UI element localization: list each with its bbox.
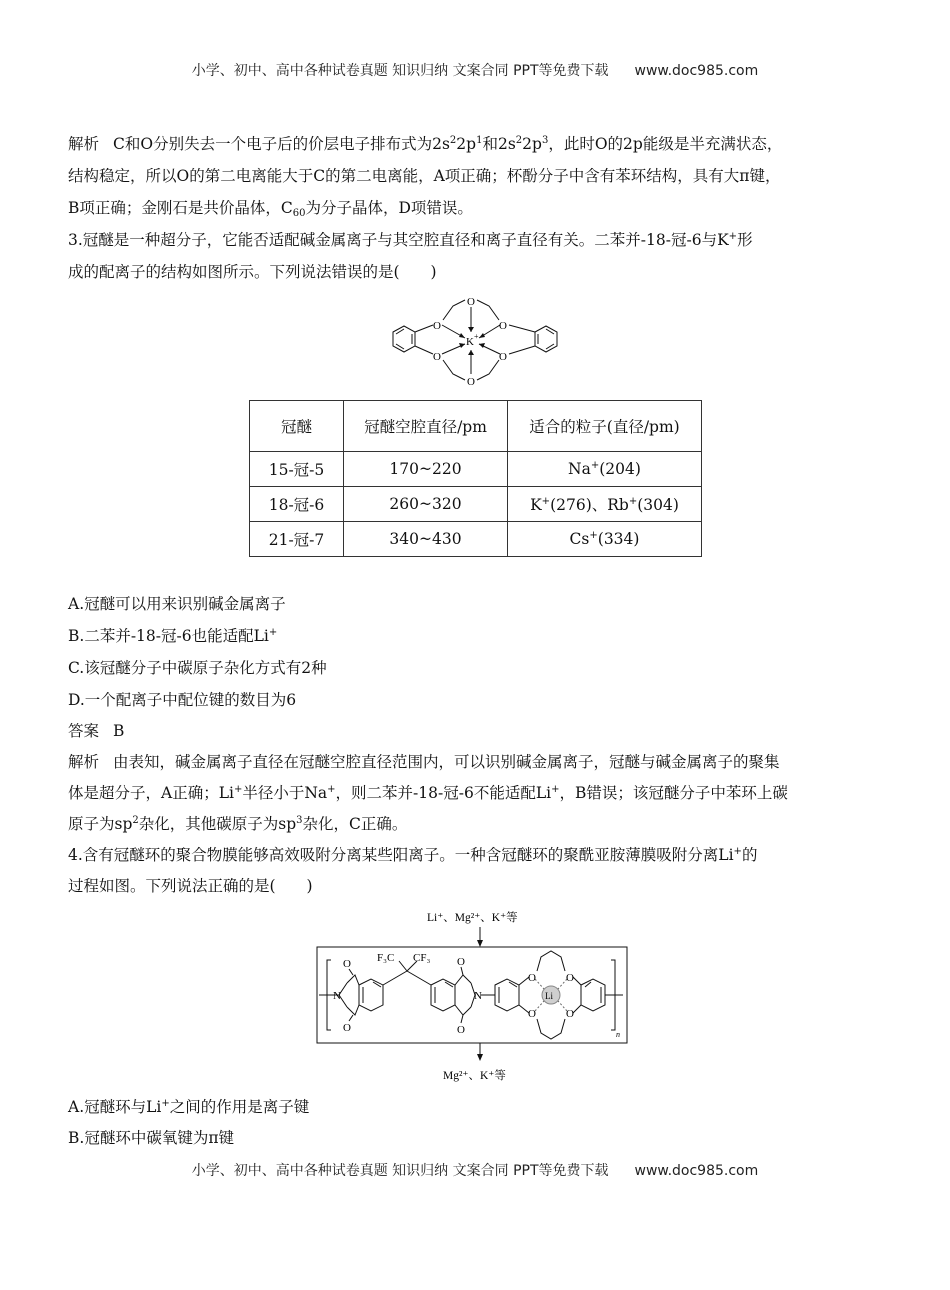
oxygen-atom: O [566, 972, 574, 984]
q3-exp-line-2 [68, 778, 883, 809]
input-ions-label: Li⁺、Mg²⁺、K⁺等 [427, 912, 518, 924]
exp-text: 原子为sp [68, 815, 133, 833]
sup: + [589, 530, 598, 541]
option-b: B.冠醚环中碳氧键为π键 [68, 1129, 235, 1147]
sup: + [728, 231, 738, 242]
q2-line-3 [68, 192, 883, 224]
q3-text: 形 [737, 231, 753, 249]
q4-stem-line-2: 过程如图。下列说法正确的是( ) [68, 877, 313, 895]
table-cell [508, 487, 702, 522]
table-cell: 340~430 [344, 522, 508, 557]
exp-text: 杂化，其他碳原子为sp [138, 815, 297, 833]
crown-ether-k-figure [385, 292, 565, 392]
exp-text: ，B错误；该冠醚分子中苯环上碳 [559, 784, 788, 802]
option-text: A.冠醚环与Li [68, 1098, 162, 1116]
table-row [250, 487, 702, 522]
exp-text: 半径小于Na [242, 784, 328, 802]
q3-text: 3.冠醚是一种超分子，它能否适配碱金属离子与其空腔直径和离子直径有关。二苯并-18-冠-6与K [68, 231, 729, 249]
exp-text: 体是超分子，A正确；Li [68, 784, 234, 802]
exp-text: 由表知，碱金属离子直径在冠醚空腔直径范围内，可以识别碱金属离子，冠醚与碱金属离子的聚集 [113, 753, 780, 771]
q3-answer-block [68, 716, 883, 902]
ion-diameter: (304) [637, 496, 679, 514]
q3-exp-line-1 [68, 747, 883, 778]
table-header-cell: 冠醚空腔直径/pm [344, 401, 508, 452]
q2-text: C和O分别失去一个电子后的价层电子排布式为2s [113, 135, 450, 153]
trifluoromethyl-label: CF₃ [413, 952, 431, 964]
output-ions-label: Mg²⁺、K⁺等 [443, 1070, 506, 1082]
explanation-label: 解析 [68, 753, 100, 771]
sup: 1 [476, 135, 483, 146]
q3-stem-line-2: 成的配离子的结构如图所示。下列说法错误的是( ) [68, 263, 437, 281]
q4-stem-line-1 [68, 840, 883, 871]
q2-explanation-label: 解析 [68, 135, 100, 153]
option-c: C.该冠醚分子中碳原子杂化方式有2种 [68, 659, 327, 677]
repeat-unit-n: n [616, 1030, 620, 1039]
sub: 60 [292, 208, 306, 219]
exp-text: ，则二苯并-18-冠-6不能适配Li [335, 784, 552, 802]
q3-options [68, 588, 883, 716]
ion-diameter: (204) [599, 460, 641, 478]
sup: + [590, 460, 600, 471]
table-cell: 21-冠-7 [250, 522, 344, 557]
oxygen-atom: O [457, 956, 465, 968]
sup: + [327, 784, 336, 795]
sup: + [161, 1098, 170, 1109]
table-cell: 18-冠-6 [250, 487, 344, 522]
q2-text: B项正确；金刚石是共价晶体，C [68, 199, 293, 217]
footer-url[interactable]: www.doc985.com [634, 1163, 759, 1179]
exp-text: 杂化，C正确。 [302, 815, 408, 833]
q2-text: 和2s [482, 135, 516, 153]
oxygen-atom: O [343, 1022, 351, 1034]
sup: 2 [449, 135, 457, 146]
table-cell: 260~320 [344, 487, 508, 522]
q4-text: 的 [741, 846, 758, 864]
sup: + [268, 627, 278, 638]
nitrogen-atom: N [333, 990, 341, 1002]
option-d: D.一个配离子中配位键的数目为6 [68, 691, 297, 709]
q3-exp-line-3 [68, 809, 883, 840]
sup: 2 [132, 815, 139, 826]
page-footer [0, 1160, 950, 1180]
oxygen-atom: O [343, 958, 351, 970]
sup: 2 [515, 135, 523, 146]
crown-ether-table [249, 400, 702, 557]
header-url[interactable]: www.doc985.com [634, 63, 759, 79]
q4-text: 4.含有冠醚环的聚合物膜能够高效吸附分离某些阳离子。一种含冠醚环的聚酰亚胺薄膜吸附分离Li [68, 846, 734, 864]
sup: 3 [296, 815, 303, 826]
oxygen-atom: O [528, 972, 536, 984]
sup: + [551, 784, 560, 795]
page-header [0, 60, 950, 80]
footer-text: 小学、初中、高中各种试卷真题 知识归纳 文案合同 PPT等免费下载 [191, 1163, 609, 1179]
option-b [68, 620, 883, 652]
oxygen-atom: O [499, 351, 507, 363]
ion: Cs [569, 530, 590, 548]
oxygen-atom: O [433, 351, 441, 363]
table-cell: 170~220 [344, 452, 508, 487]
oxygen-atom: O [433, 320, 441, 332]
oxygen-atom: O [457, 1024, 465, 1036]
q2-text: 为分子晶体，D项错误。 [305, 199, 473, 217]
oxygen-atom: O [467, 296, 475, 308]
table-cell: 15-冠-5 [250, 452, 344, 487]
q2-text: ，此时O的2p能级是半充满状态， [548, 135, 783, 153]
q2-explanation [68, 128, 883, 288]
ion-diameter: (276)、Rb [550, 496, 629, 514]
q2-line-2: 结构稳定，所以O的第二电离能大于C的第二电离能，A项正确；杯酚分子中含有苯环结构，具有大π键， [68, 167, 781, 185]
trifluoromethyl-label: F₃C [377, 952, 395, 964]
oxygen-atom: O [566, 1008, 574, 1020]
option-text: 之间的作用是离子键 [169, 1098, 310, 1116]
sup: + [628, 496, 638, 507]
charge-sign: + [474, 332, 479, 341]
sup: + [541, 496, 551, 507]
table-cell [508, 452, 702, 487]
potassium-ion: K [466, 336, 474, 348]
answer-label: 答案 [68, 722, 100, 740]
q3-answer [68, 716, 883, 747]
oxygen-atom: O [528, 1008, 536, 1020]
q2-text: 2p [522, 135, 542, 153]
ion: Na [568, 460, 591, 478]
q2-text: 2p [456, 135, 477, 153]
table-row [250, 522, 702, 557]
ion-diameter: (334) [597, 530, 640, 548]
oxygen-atom: O [467, 376, 475, 388]
option-a [68, 1092, 883, 1123]
q2-line-1 [68, 128, 883, 160]
ion: K [530, 496, 542, 514]
polyimide-membrane-figure [315, 905, 635, 1087]
sup: + [733, 846, 742, 857]
answer-value: B [113, 722, 125, 740]
table-header-cell: 冠醚 [250, 401, 344, 452]
table-header-row [250, 401, 702, 452]
header-text: 小学、初中、高中各种试卷真题 知识归纳 文案合同 PPT等免费下载 [191, 63, 609, 79]
table-row [250, 452, 702, 487]
table-cell [508, 522, 702, 557]
sup: + [233, 784, 243, 795]
q4-options [68, 1092, 883, 1154]
q3-stem-line-1 [68, 224, 883, 256]
table-header-cell: 适合的粒子(直径/pm) [508, 401, 702, 452]
option-text: B.二苯并-18-冠-6也能适配Li [68, 627, 269, 645]
lithium-ion: Li [545, 991, 553, 1001]
oxygen-atom: O [499, 320, 507, 332]
nitrogen-atom: N [474, 990, 482, 1002]
option-a: A.冠醚可以用来识别碱金属离子 [68, 595, 286, 613]
sup: 3 [541, 135, 549, 146]
